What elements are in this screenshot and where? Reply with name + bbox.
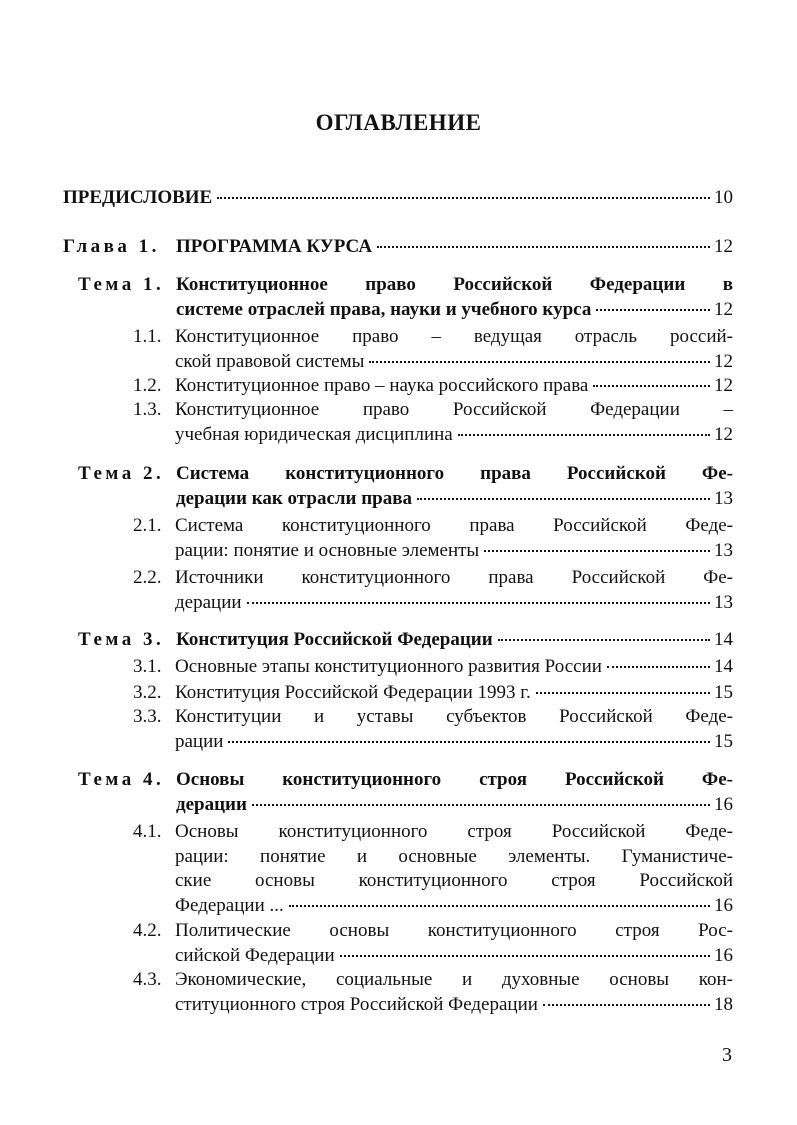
toc-entry-text-line: системе отраслей права, науки и учебного курса <box>176 298 592 320</box>
toc-entry-page[interactable]: 16 <box>714 894 733 916</box>
dot-leader <box>228 741 710 743</box>
toc-entry-text-line: Система конституционного права Российской Феде- <box>175 515 733 536</box>
toc-entry-page[interactable]: 14 <box>714 656 733 677</box>
dot-leader <box>543 1004 710 1006</box>
toc-entry-label: Тема 2. <box>78 463 165 484</box>
toc-entry-text-line: учебная юридическая дисциплина <box>175 423 453 445</box>
toc-entry-page[interactable]: 12 <box>714 375 733 396</box>
toc-entry-text-line: Конституция Российской Федерации <box>176 629 493 650</box>
toc-entry-text-line: Федерации ... <box>175 894 284 916</box>
toc-entry-text-line: Экономические, социальные и духовные основы кон- <box>175 969 733 990</box>
toc-entry-label: 4.3. <box>133 969 162 990</box>
toc-entry-page[interactable]: 12 <box>714 350 733 372</box>
toc-entry-label: 1.1. <box>133 326 162 347</box>
toc-entry-page[interactable]: 13 <box>714 539 733 561</box>
toc-entry-text-line: Конституция Российской Федерации 1993 г. <box>175 682 531 703</box>
toc-entry-page[interactable]: 16 <box>714 793 733 815</box>
toc-entry-text-line: Источники конституционного права Российской Фе- <box>175 567 733 588</box>
dot-leader <box>484 550 710 552</box>
dot-leader <box>607 666 710 668</box>
toc-entry-text-line: дерации как отрасли права <box>176 487 413 509</box>
toc-entry-text-line: сийской Федерации <box>175 944 335 966</box>
dot-leader <box>247 602 710 604</box>
toc-entry-text-line: Конституционное право Российской Федерации – <box>175 399 733 420</box>
toc-entry-page[interactable]: 13 <box>714 487 733 509</box>
toc-entry-text-line: рации: понятие и основные элементы <box>175 539 480 561</box>
toc-entry-text-line: ские основы конституционного строя Российской <box>175 870 733 891</box>
toc-entry-label: 1.2. <box>133 375 162 396</box>
page-number: 3 <box>722 1044 732 1066</box>
toc-entry-text-line: ПРОГРАММА КУРСА <box>176 236 373 257</box>
toc-entry-text-line: Конституции и уставы субъектов Российской Феде- <box>175 706 733 727</box>
dot-leader <box>498 639 710 641</box>
toc-entry-label: 4.1. <box>133 821 162 842</box>
toc-entry-page[interactable]: 16 <box>714 944 733 966</box>
toc-entry-text-line: Основы конституционного строя Российской Фе- <box>176 769 733 790</box>
toc-entry-text-line: Политические основы конституционного строя Рос- <box>175 920 733 941</box>
dot-leader <box>289 905 710 907</box>
toc-entry-text-line: ституционного строя Российской Федерации <box>175 993 538 1015</box>
toc-entry-text-line: Система конституционного права Российской Фе- <box>176 463 733 484</box>
toc-entry-text-line: Основные этапы конституционного развития России <box>175 656 602 677</box>
toc-entry-text-line: рации <box>175 730 224 752</box>
dot-leader <box>369 361 710 363</box>
dot-leader <box>593 385 710 387</box>
toc-entry-page[interactable]: 13 <box>714 591 733 613</box>
toc-entry-page[interactable]: 14 <box>714 629 733 650</box>
toc-entry-label: Глава 1. <box>63 236 160 257</box>
toc-entry-label: 3.1. <box>133 656 162 677</box>
toc-entry-label: 2.1. <box>133 515 162 536</box>
toc-entry-label: Тема 3. <box>78 629 165 650</box>
page-title: ОГЛАВЛЕНИЕ <box>315 110 482 135</box>
dot-leader <box>536 692 710 694</box>
toc-entry-label: 2.2. <box>133 567 162 588</box>
toc-entry-text-line: ской правовой системы <box>175 350 365 372</box>
toc-entry-page[interactable]: 10 <box>714 187 733 208</box>
toc-entry-label: 3.2. <box>133 682 162 703</box>
toc-entry-text-line: Конституционное право – наука российского права <box>175 375 589 396</box>
toc-entry-text-line: Конституционное право – ведущая отрасль россий- <box>175 326 733 347</box>
toc-entry-page[interactable]: 12 <box>714 423 733 445</box>
dot-leader <box>417 498 710 500</box>
toc-entry-text-line: дерации <box>175 591 242 613</box>
toc-entry-text-line: Конституционное право Российской Федерации в <box>176 274 733 295</box>
toc-entry-label: Тема 4. <box>78 769 165 790</box>
dot-leader <box>458 434 710 436</box>
toc-entry-text-line: ПРЕДИСЛОВИЕ <box>63 187 213 208</box>
toc-entry-page[interactable]: 15 <box>714 682 733 703</box>
dot-leader <box>377 246 710 248</box>
toc-entry-page[interactable]: 15 <box>714 730 733 752</box>
toc-entry-page[interactable]: 18 <box>714 993 733 1015</box>
toc-entry-label: 3.3. <box>133 706 162 727</box>
toc-entry-text-line: Основы конституционного строя Российской Феде- <box>175 821 733 842</box>
toc-entry-label: 4.2. <box>133 920 162 941</box>
toc-entry-page[interactable]: 12 <box>714 236 733 257</box>
toc-entry-page[interactable]: 12 <box>714 298 733 320</box>
dot-leader <box>596 309 710 311</box>
toc-entry-label: Тема 1. <box>78 274 165 295</box>
toc-entry-label: 1.3. <box>133 399 162 420</box>
toc-entry-text-line: дерации <box>176 793 247 815</box>
dot-leader <box>217 197 710 199</box>
dot-leader <box>340 955 710 957</box>
dot-leader <box>252 804 710 806</box>
toc-entry-text-line: рации: понятие и основные элементы. Гуманистиче- <box>175 845 733 867</box>
